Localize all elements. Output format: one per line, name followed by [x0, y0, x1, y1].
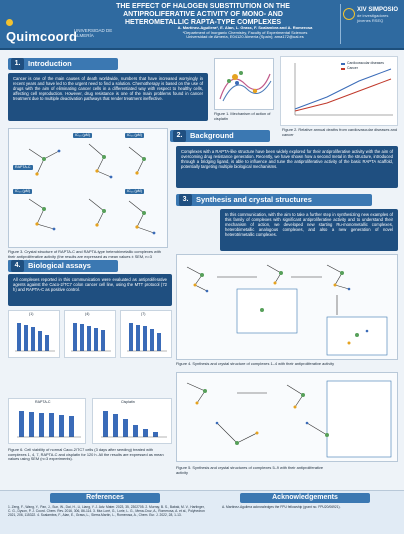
bio-chart-cisplatin [92, 398, 172, 444]
background-text: Complexes with a RAPTA-like structure have been widely explored for their antiproliferative activity with the aim of overcoming drug resistance generation. Recently, we have shown how a second metal in the structure, introduced through a bridging ligand, is able to influence and tune the antiproliferative activity of the basic RAPTA scaffold, potentially targeting multiple biological mechanisms. [176, 146, 398, 188]
figure-1-caption: Figure 1. Mechanism of action of cisplatin [214, 111, 271, 121]
legend-cancer: Cancer [347, 66, 358, 70]
section-introduction [8, 58, 118, 70]
affiliation-2: Universidad de Almería, E04120 Almería (Spain); ama172@ual.es [186, 34, 304, 40]
figure-2-caption: Figure 2. Relative annual deaths from cardiovascular diseases and cancer [282, 127, 398, 137]
symposium-seal-icon [343, 8, 355, 20]
symposium-logo [340, 4, 400, 44]
acknowledgements-text: A. Martínez-Aguilera acknowledges the FPU fellowship (grant no. FPU20/06921). [222, 505, 341, 509]
acknowledgements-title: Acknowledgements [240, 493, 370, 503]
symposium-title: XIV SIMPOSIO [357, 7, 399, 13]
figure-4-caption: Figure 4. Synthesis and crystal structure of complexes 1–4 with their antiproliferative activity [176, 361, 335, 366]
figure-3-panels [8, 128, 168, 248]
section-number: 1. [11, 58, 24, 70]
section-title: Biological assays [28, 261, 91, 270]
intro-text: Cancer is one of the main causes of death worldwide, numbers that have increased worryingly in recent years and have led to the urgent need to find a solution. Chemotherapy is based on the use of drugs with the aim of eliminating cancer cells in a differentiated way with respect to healthy cells, affecting cell reproduction. However, drug resistance is one of the main problems found in cancer treatment due to multiple deactivation pathways that render treatment ineffective. [8, 73, 208, 121]
tag-raptac: RAPTA-C [15, 165, 31, 169]
section-background [170, 130, 270, 142]
cisplatin-mechanism-illustration [215, 59, 273, 109]
logo-text: Quimcoord [6, 29, 78, 44]
bio-text: All complexes reported in this communication were evaluated as antiproliferative agents against the Caco-2/TC7 colon cancer cell line, using the MTT protocol (72 h) and RAPTA-C as positive control. [8, 274, 172, 306]
poster-header [0, 0, 404, 50]
bio-chart-1 [8, 310, 60, 358]
chart-label-7: (7) [141, 312, 146, 316]
section-number: 2. [173, 130, 186, 142]
crystal-structures-grid [9, 129, 167, 247]
chart-label-1: (1) [29, 312, 34, 316]
tag-ic50-3: IC₅₀ (µM) [15, 189, 30, 193]
quimcoord-logo [6, 14, 78, 44]
affiliation: *Department of Inorganic Chemistry, Faculty of Experimental Sciences [182, 29, 308, 35]
tag-ic50-2: IC₅₀ (µM) [127, 133, 142, 137]
bio-chart-7 [120, 310, 172, 358]
section-biological-assays [8, 260, 118, 272]
chart-label-4: (4) [85, 312, 90, 316]
synthesis-scheme-5-9 [177, 373, 397, 461]
tag-ic50-1: IC₅₀ (µM) [75, 133, 90, 137]
references-footer [0, 490, 404, 534]
synthesis-text: In this communication, with the aim to take a further step in synthesizing new examples of this family of complexes with significant antiproliferative activity and to understand their mechanism of action, we developed new starting Ru-monometallic complexes, heterobimetallic analogous complexes, and also a new generation of novel heterotrimetallic complexes. [220, 209, 398, 251]
poster-title: THE EFFECT OF HALOGEN SUBSTITUTION ON THE ANTIPROLIFERATIVE ACTIVITY OF MONO- AND HETEROMETALLIC RAPTA-TYPE COMPLEXES [116, 3, 290, 26]
authors-block [170, 26, 320, 40]
university-logo: UNIVERSIDAD DE ALMERÍA [74, 28, 113, 38]
legend-cardio: Cardiovascular diseases [347, 61, 384, 65]
section-number: 3. [179, 194, 192, 206]
symposium-subtitle: de investigadores jóvenes RSEQ [357, 13, 389, 23]
bio-chart-raptac [8, 398, 86, 444]
section-synthesis [176, 194, 372, 206]
section-title: Introduction [28, 59, 72, 68]
figure-5-scheme [176, 372, 398, 462]
deaths-line-chart [281, 57, 397, 125]
references-text: 1. Zeng, F., Wang, Y., Pan, J., Sun, W., Dai, H., Li, Liang, Y. J. Adv. Mater. 2023, 35, 2302705. 2. Murray, B. S., Babak, M. V., Hartinger, C. G., Dyson, P. J. Coord. Chem. Rev. 2016, 306, 86-114. 3. Mur-Lorè, G., Lorie, L. G., Mena-Cruz, A., Romerosa, A. et al., Polyhedron 2021, 206, 115322. 4. Scalambra, F., Alan, E., Grass, L., Sierra-Martín, L., Romerosa, A., Chem. Eur. J. 2022, 28, 1-13. [8, 505, 205, 517]
synthesis-scheme-1-4 [177, 255, 397, 359]
tag-ic50-4: IC₅₀ (µM) [127, 189, 142, 193]
logo-dot-icon [6, 19, 13, 26]
bio-chart-4 [64, 310, 116, 358]
cardiovascular-series [295, 69, 391, 109]
figure-1-image [214, 58, 274, 110]
section-title: Synthesis and crystal structures [196, 195, 312, 204]
figure-6-caption: Figure 6. Cell viability of normal Caco-2/TC7 cells (3 days after seeding) treated with complexes 1, 4, 7, RAPTA-C and cisplatin for 120 h. All the results are expressed as mean values using SEM (n=3 experiments). [8, 447, 164, 462]
references-title: References [50, 493, 160, 503]
authors: A. Martínez-Aguilera*, E. Alan, L. Grass, F. Scalambra and A. Romerosa [177, 25, 313, 30]
chart-label-raptac: RAPTA-C [35, 400, 51, 404]
section-title: Background [190, 131, 234, 140]
figure-4-scheme [176, 254, 398, 360]
cancer-series [295, 79, 391, 111]
figure-2-chart [280, 56, 398, 126]
figure-5-caption: Figure 5. Synthesis and crystal structures of complexes 5–9 with their antiproliferative activity [176, 465, 324, 475]
figure-3-caption: Figure 3. Crystal structure of RAPTA-C and RAPTA-type heterobimetallic complexes with their antiproliferative activity (the results are expressed as mean values ± SEM, n=3 [8, 249, 161, 259]
section-number: 4. [11, 260, 24, 272]
chart-label-cisplatin: Cisplatin [121, 400, 135, 404]
